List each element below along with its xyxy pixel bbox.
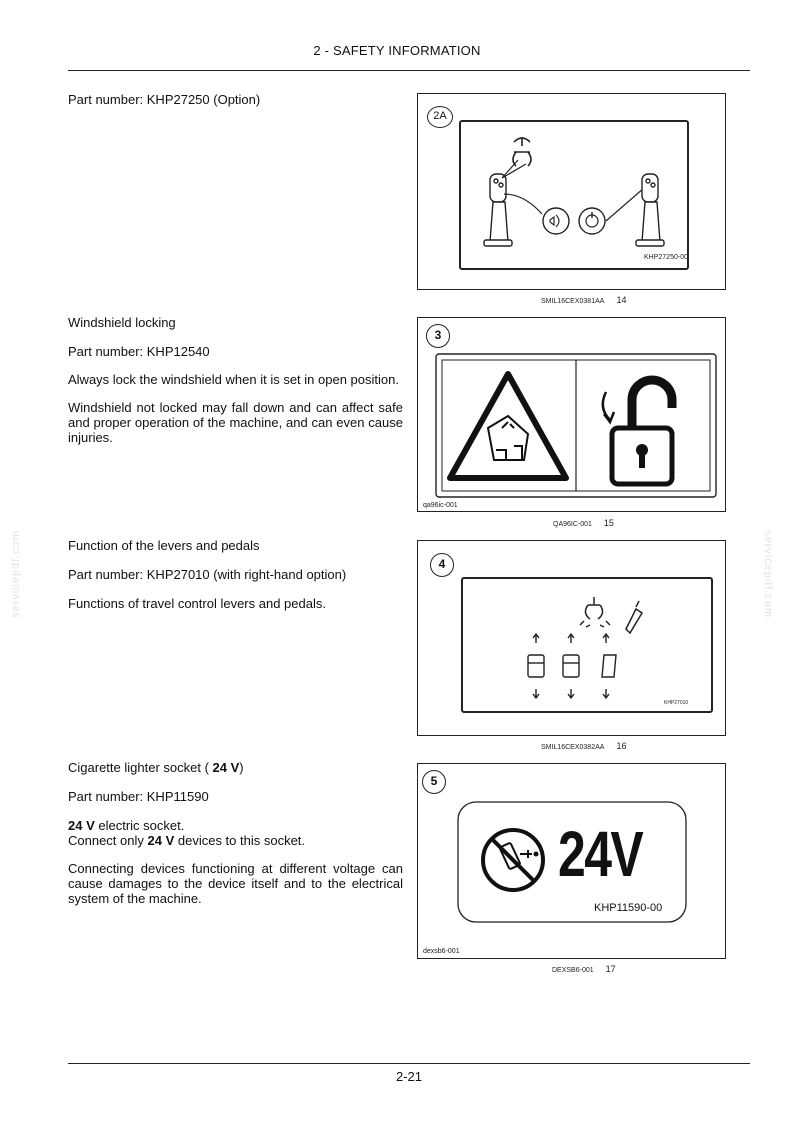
- figure-badge: 3: [426, 324, 450, 348]
- section-title-levers: Function of the levers and pedals: [68, 538, 260, 553]
- page-header: 2 - SAFETY INFORMATION: [313, 43, 481, 58]
- lever-left-icon: [528, 634, 544, 698]
- warning-triangle-icon: [450, 374, 566, 478]
- pedal-icon: [602, 634, 616, 698]
- figure-badge: 4: [430, 553, 454, 577]
- watermark-right: servicepdf.com: [761, 530, 774, 618]
- figure-caption-16: [541, 741, 626, 751]
- figure-4: [417, 540, 726, 736]
- header-rule: [68, 70, 750, 71]
- decal-label: KHP11590-00: [594, 902, 663, 914]
- windshield-warning-illustration: [418, 318, 727, 513]
- figure-2a: [417, 93, 726, 290]
- figure-code: DEXSB6-001: [552, 967, 594, 974]
- paragraph-windshield-1: Always lock the windshield when it is set in open position.: [68, 372, 399, 387]
- part-number-2a: Part number: KHP27250 (Option): [68, 92, 261, 107]
- decal-label: KHP27010: [664, 700, 689, 706]
- part-number-4: Part number: KHP27010 (with right-hand option): [68, 567, 347, 582]
- figure-badge: 2A: [427, 106, 453, 128]
- figure-number: 15: [603, 518, 614, 528]
- page-number: 2-21: [395, 1069, 423, 1084]
- figure-5: [417, 763, 726, 959]
- watermark-left: servicepdf.com: [9, 530, 22, 618]
- figure-code: SMIL16CEX0381AA: [541, 298, 605, 305]
- figure-caption-17: [552, 964, 616, 974]
- figure-badge: 5: [422, 770, 446, 794]
- paragraph-socket-line2: Connect only 24 V devices to this socket.: [68, 833, 306, 848]
- paragraph-socket-line1: 24 V electric socket.: [68, 818, 185, 833]
- paragraph-windshield-2: Windshield not locked may fall down and can affect safe and proper operation of the machine, and can even cause injuries.: [68, 400, 403, 445]
- paragraph-levers: Functions of travel control levers and pedals.: [68, 596, 326, 611]
- voltage-label: 24V: [558, 818, 643, 890]
- figure-number: 17: [605, 964, 616, 974]
- section-title-windshield: Windshield locking: [68, 315, 176, 330]
- horn-icon: [543, 208, 569, 234]
- figure-code: SMIL16CEX0382AA: [541, 744, 605, 751]
- paragraph-voltage-warning: Connecting devices functioning at different voltage can cause damages to the device itself and to the electrical system of the machine.: [68, 861, 403, 906]
- figure-number: 14: [616, 295, 627, 305]
- decal-label: KHP27250-00: [644, 254, 688, 261]
- figure-caption-15: [553, 518, 614, 528]
- lever-right-icon: [563, 634, 579, 698]
- figure-id: qa96ic-001: [423, 502, 458, 509]
- grapple-icon: [580, 597, 642, 633]
- figure-number: 16: [616, 741, 627, 751]
- travel-controls-illustration: [418, 541, 727, 737]
- footer-rule: [68, 1063, 750, 1064]
- section-title-lighter: Cigarette lighter socket ( 24 V): [68, 760, 244, 775]
- padlock-icon: [603, 380, 672, 484]
- lever-function-illustration: [418, 94, 727, 291]
- figure-3: [417, 317, 726, 512]
- no-phone-icon: [483, 830, 543, 890]
- part-number-3: Part number: KHP12540: [68, 344, 210, 359]
- joystick-right-icon: [636, 174, 664, 246]
- figure-code: QA96IC-001: [553, 521, 592, 528]
- joystick-left-icon: [484, 174, 512, 246]
- part-number-5: Part number: KHP11590: [68, 789, 209, 804]
- figure-id: dexsb6-001: [423, 948, 460, 955]
- switch-icon: [579, 208, 605, 234]
- figure-caption-14: [541, 295, 626, 305]
